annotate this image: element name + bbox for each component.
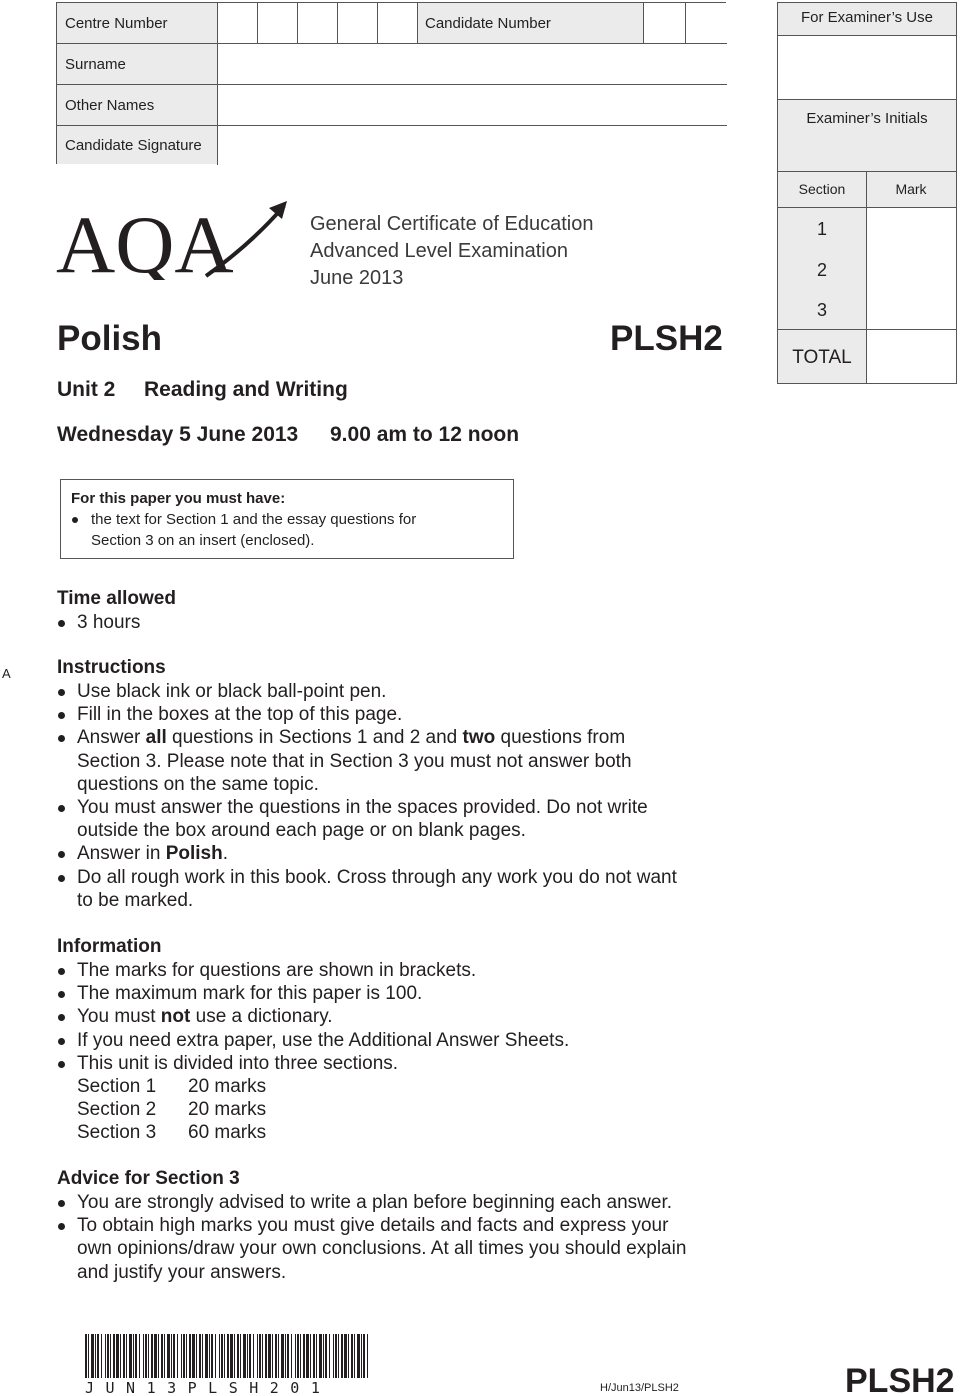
centre-number-label: Centre Number (57, 3, 217, 43)
other-names-field[interactable] (217, 85, 727, 125)
materials-item: the text for Section 1 and the essay questions for Section 3 on an insert (enclosed). (71, 509, 513, 551)
instruction-item: Answer all questions in Sections 1 and 2 and two questions from (77, 726, 737, 749)
exam-session: June 2013 (310, 267, 404, 289)
section-marks-row: Section 1 20 marks (77, 1076, 267, 1098)
advice-heading: Advice for Section 3 (57, 1168, 240, 1189)
qualification-line-1: General Certificate of Education (310, 213, 594, 235)
information-item: You must not use a dictionary. (77, 1005, 737, 1028)
exam-time: 9.00 am to 12 noon (330, 423, 520, 446)
section-column-header: Section (798, 181, 846, 197)
instruction-item: You must answer the questions in the spaces provided. Do not write (77, 796, 737, 819)
instruction-item: Use black ink or black ball-point pen. (77, 680, 737, 703)
aqa-logo (56, 198, 296, 285)
instructions-list: Use black ink or black ball-point pen. Fill in the boxes at the top of this page. Answer all questions in Sections 1 and 2 and two questions from Section 3. Please note that in Section 3 you must not answer both questions on the same topic. You must answer the questions in the spaces provided. Do not write outside the box around each page or on blank pages. Answer in Polish. Do all rough work in this book. Cross through any work you do not want to be marked. (77, 680, 737, 912)
candidate-signature-label: Candidate Signature (57, 126, 217, 164)
information-item: This unit is divided into three sections. (77, 1052, 737, 1075)
paper-reference: H/Jun13/PLSH2 (600, 1382, 679, 1394)
subject-title: Polish (57, 319, 163, 358)
information-heading: Information (57, 936, 162, 957)
mark-column-header: Mark (895, 181, 927, 197)
instruction-item: Answer in Polish. (77, 842, 737, 865)
materials-box (60, 479, 514, 559)
barcode (85, 1334, 368, 1378)
section-row-total: TOTAL (792, 347, 852, 368)
candidate-details-table (56, 2, 726, 164)
information-item: The marks for questions are shown in brackets. (77, 959, 737, 982)
examiner-use-title: For Examiner’s Use (801, 9, 933, 26)
section-row-1: 1 (816, 219, 827, 239)
mark-entry-column[interactable] (867, 208, 956, 383)
other-names-label: Other Names (57, 85, 217, 125)
candidate-signature-field[interactable] (217, 126, 727, 164)
advice-list: You are strongly advised to write a plan before beginning each answer. To obtain high marks you must give details and facts and express your own opinions/draw your own conclusions. At all times you should explain and justify your answers. (77, 1191, 737, 1284)
exam-date: Wednesday 5 June 2013 (57, 423, 299, 446)
unit-label: Unit 2 (57, 378, 116, 401)
advice-item: You are strongly advised to write a plan before beginning each answer. (77, 1191, 737, 1214)
aqa-logo-text: AQA (56, 199, 234, 280)
materials-heading: For this paper you must have: (71, 490, 286, 507)
information-list (77, 959, 737, 1145)
surname-label: Surname (57, 44, 217, 84)
instruction-item: Fill in the boxes at the top of this page. (77, 703, 737, 726)
qualification-info (310, 211, 594, 292)
centre-number-boxes[interactable] (217, 3, 417, 43)
barcode-label: JUN13PLSH201 (85, 1379, 332, 1396)
paper-code: PLSH2 (610, 319, 723, 358)
footer-paper-code: PLSH2 (845, 1362, 955, 1396)
time-allowed-list (77, 611, 737, 634)
section-marks-row: Section 2 20 marks (77, 1099, 267, 1121)
examiner-use-box (777, 2, 957, 384)
advice-item: To obtain high marks you must give details and facts and express your (77, 1214, 737, 1237)
information-item: The maximum mark for this paper is 100. (77, 982, 737, 1005)
margin-letter: A (2, 666, 11, 681)
unit-name: Reading and Writing (144, 378, 348, 401)
time-allowed-heading: Time allowed (57, 588, 176, 609)
instruction-item: Do all rough work in this book. Cross through any work you do not want (77, 866, 737, 889)
examiner-initials-label: Examiner’s Initials (806, 110, 928, 127)
surname-field[interactable] (217, 44, 727, 84)
section-row-2: 2 (816, 260, 827, 280)
examiner-initials-field[interactable] (778, 35, 956, 99)
section-marks-row: Section 3 60 marks (77, 1122, 267, 1144)
time-allowed-item: 3 hours (77, 611, 737, 634)
qualification-line-2: Advanced Level Examination (310, 240, 568, 262)
information-item: If you need extra paper, use the Additional Answer Sheets. (77, 1029, 737, 1052)
candidate-number-label: Candidate Number (417, 3, 643, 43)
section-row-3: 3 (816, 300, 827, 320)
instructions-heading: Instructions (57, 657, 166, 678)
